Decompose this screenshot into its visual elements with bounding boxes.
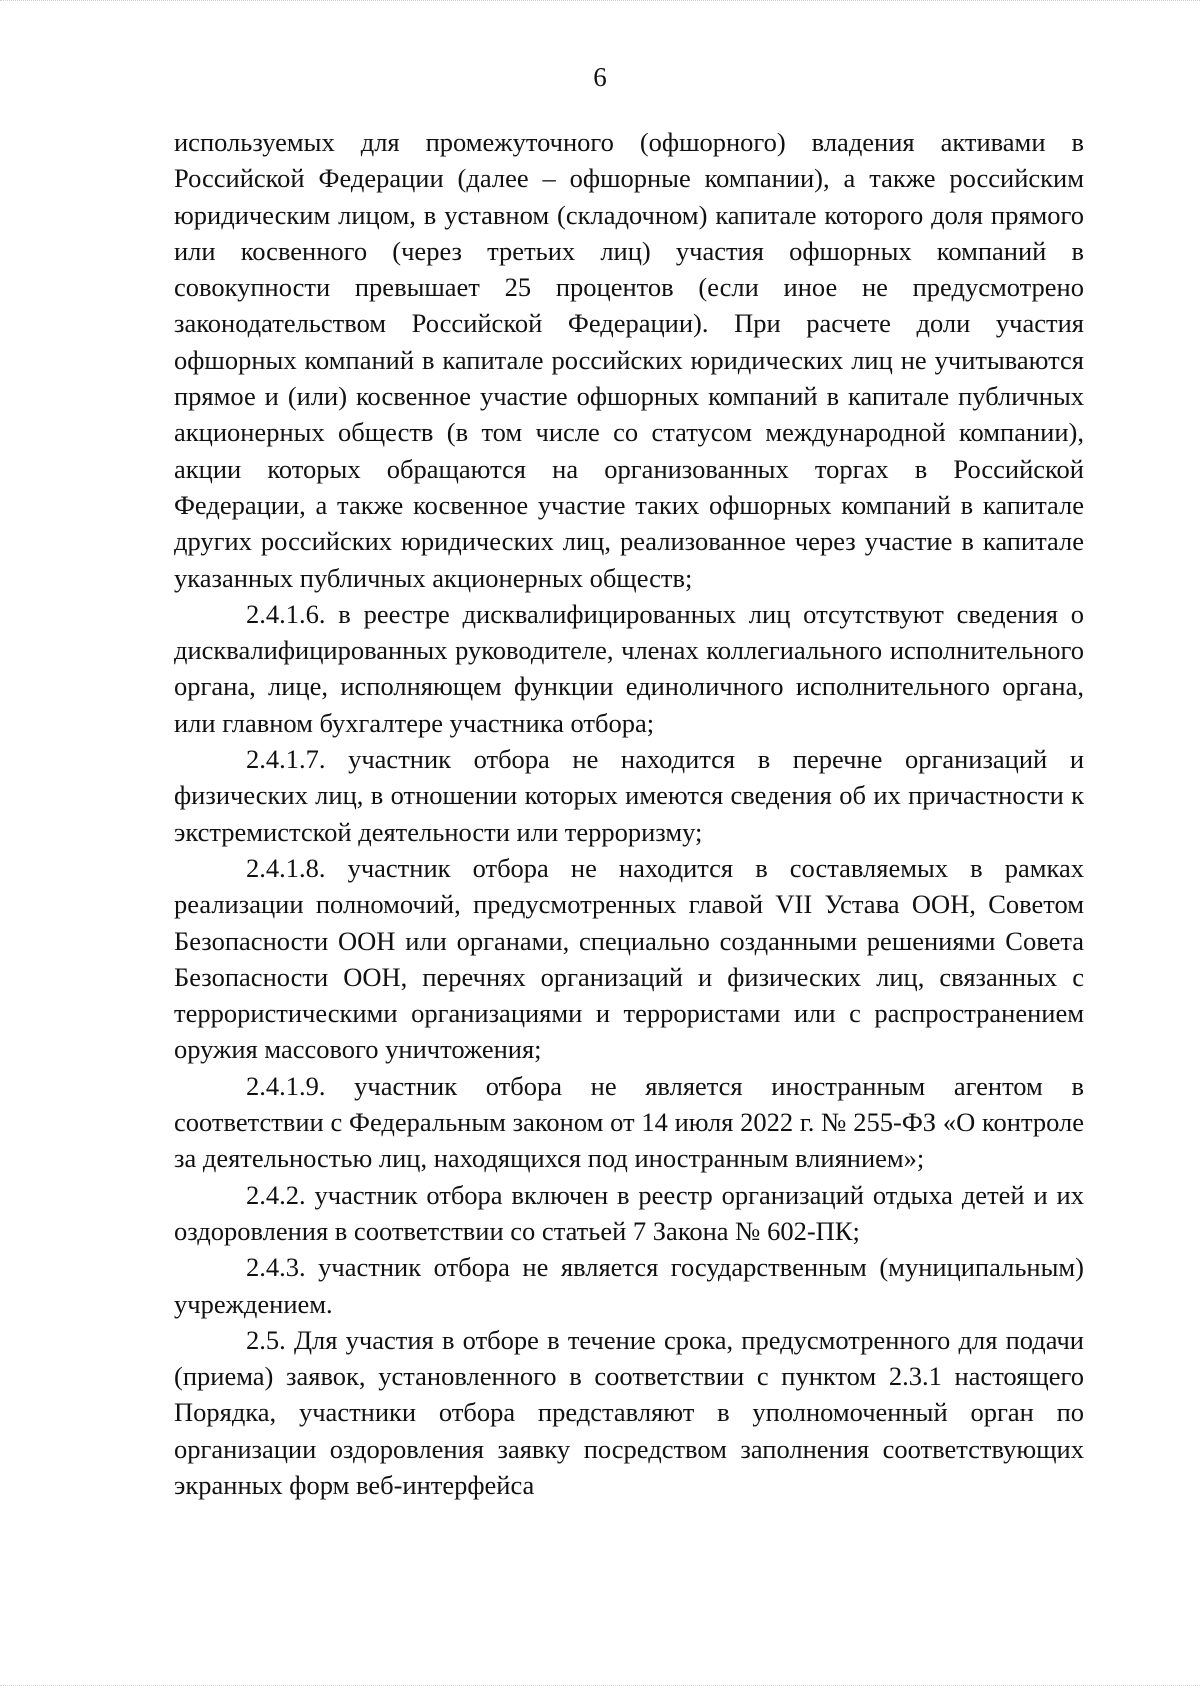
paragraph-2-5: 2.5. Для участия в отборе в течение срока, предусмотренного для подачи (приема) заявок, установленного в соответствии с пунктом 2.3.1 настоящего Порядка, участники отбора представляют в уполномоченный орган по организации оздоровления заявку посредством заполнения соответствующих экранных форм веб-интерфейса [174,1324,1084,1500]
paragraph-2-4-1-7: 2.4.1.7. участник отбора не находится в перечне организаций и физических лиц, в отношении которых имеются сведения об их причастности к экстремистской деятельности или терроризму; [174,744,1084,847]
scan-bottom-edge [0,1682,1200,1686]
paragraph-offshore-continuation: используемых для промежуточного (офшорного) владения активами в Российской Федерации (далее – офшорные компании), а также российским юридическим лицом, в уставном (складочном) капитале которого доля прямого или косвенного (через третьих лиц) участия офшорных компаний в совокупности превышает 25 процентов (если иное не предусмотрено законодательством Российской Федерации). При расчете доли участия офшорных компаний в капитале российских юридических лиц не учитываются прямое и (или) косвенное участие офшорных компаний в капитале публичных акционерных обществ (в том числе со статусом международной компании), акции которых обращаются на организованных торгах в Российской Федерации, а также косвенное участие таких офшорных компаний в капитале других российских юридических лиц, реализованное через участие в капитале указанных публичных акционерных обществ; [174,127,1084,593]
page-number: 6 [593,62,607,92]
paragraph-2-4-3: 2.4.3. участник отбора не является государственным (муниципальным) учреждением. [174,1252,1084,1319]
paragraph-2-4-1-8: 2.4.1.8. участник отбора не находится в составляемых в рамках реализации полномочий, предусмотренных главой VII Устава ООН, Советом Безопасности ООН или органами, специально созданными решениями Совета Безопасности ООН, перечнях организаций и физических лиц, связанных с террористическими организациями и террористами или с распространением оружия массового уничтожения; [174,852,1084,1065]
paragraph-2-4-1-9: 2.4.1.9. участник отбора не является иностранным агентом в соответствии с Федеральным законом от 14 июля 2022 г. № 255-ФЗ «О контроле за деятельностью лиц, находящихся под иностранным влиянием»; [174,1070,1084,1174]
paragraph-2-4-1-6: 2.4.1.6. в реестре дисквалифицированных лиц отсутствуют сведения о дисквалифицированных руководителе, членах коллегиального исполнительного органа, лице, исполняющем функции единоличного исполнительного органа, или главном бухгалтере участника отбора; [174,598,1084,738]
scan-top-edge [0,0,1200,4]
paragraph-2-4-2: 2.4.2. участник отбора включен в реестр организаций отдыха детей и их оздоровления в соответствии со статьей 7 Закона № 602-ПК; [174,1179,1084,1246]
document-body [174,124,1084,1503]
